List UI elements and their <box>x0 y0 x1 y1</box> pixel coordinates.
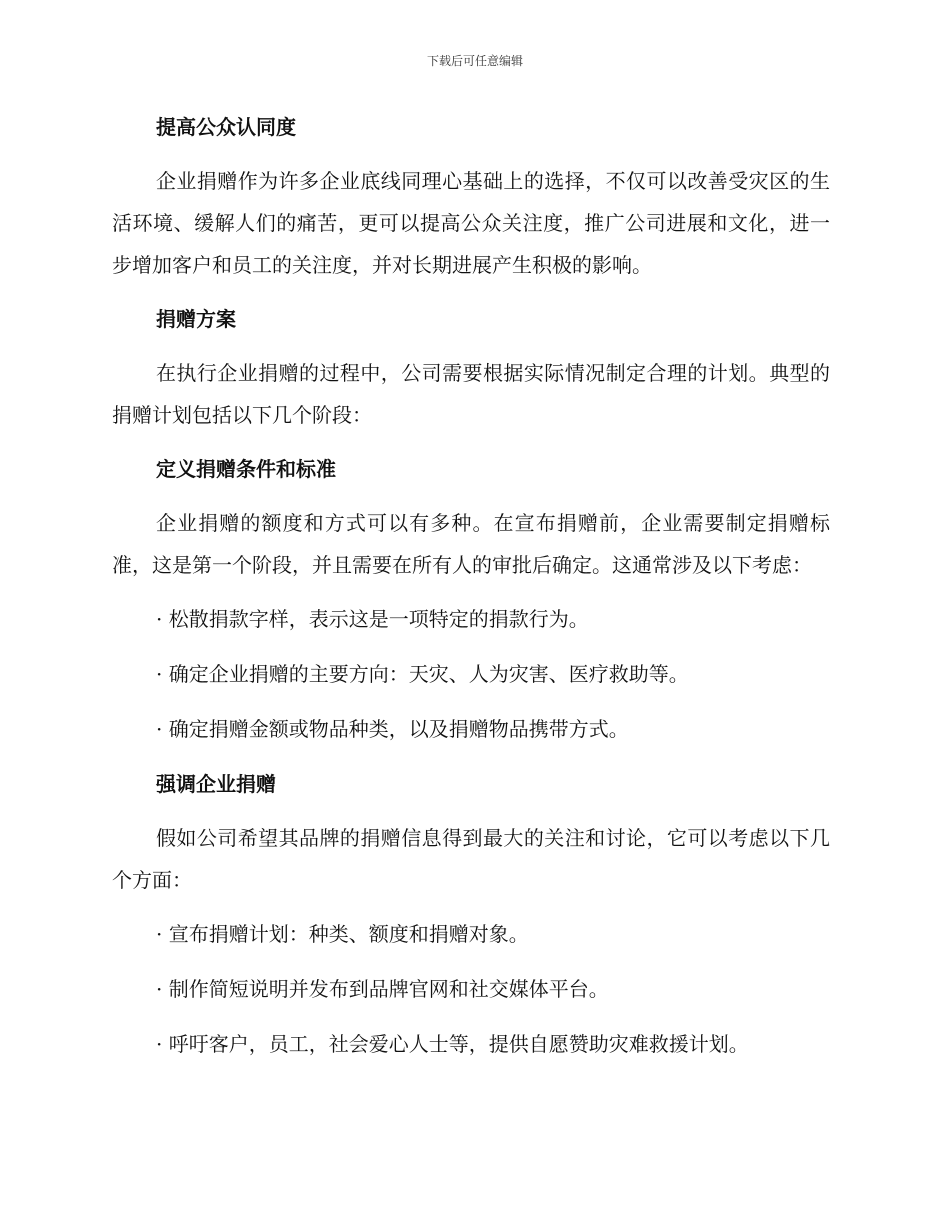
bullet-item: · 呼吁客户，员工，社会爱心人士等，提供自愿赞助灾难救援计划。 <box>156 1032 749 1056</box>
section-heading: 捐赠方案 <box>156 307 236 331</box>
section-paragraph: 企业捐赠的额度和方式可以有多种。在宣布捐赠前，企业需要制定捐赠标准，这是第一个阶段，并且需要在所有人的审批后确定。这通常涉及以下考虑： <box>112 511 830 577</box>
section-heading: 定义捐赠条件和标准 <box>156 457 336 481</box>
page-header: 下载后可任意编辑 <box>426 54 523 68</box>
bullet-item: · 制作简短说明并发布到品牌官网和社交媒体平台。 <box>156 977 609 1001</box>
bullet-item: · 宣布捐赠计划：种类、额度和捐赠对象。 <box>156 922 529 946</box>
section-paragraph: 假如公司希望其品牌的捐赠信息得到最大的关注和讨论，它可以考虑以下几个方面： <box>112 826 830 892</box>
section-paragraph: 在执行企业捐赠的过程中，公司需要根据实际情况制定合理的计划。典型的捐赠计划包括以下几个阶段： <box>112 361 830 427</box>
section-heading: 强调企业捐赠 <box>156 772 276 796</box>
bullet-item: · 确定企业捐赠的主要方向：天灾、人为灾害、医疗救助等。 <box>156 662 689 686</box>
bullet-item: · 确定捐赠金额或物品种类，以及捐赠物品携带方式。 <box>156 717 629 741</box>
bullet-item: · 松散捐款字样，表示这是一项特定的捐款行为。 <box>156 607 589 631</box>
section-paragraph: 企业捐赠作为许多企业底线同理心基础上的选择，不仅可以改善受灾区的生活环境、缓解人们的痛苦，更可以提高公众关注度，推广公司进展和文化，进一步增加客户和员工的关注度，并对长期进展产生积极的影响。 <box>112 169 830 277</box>
document-body <box>112 106 830 1078</box>
section-heading: 提高公众认同度 <box>156 115 296 139</box>
